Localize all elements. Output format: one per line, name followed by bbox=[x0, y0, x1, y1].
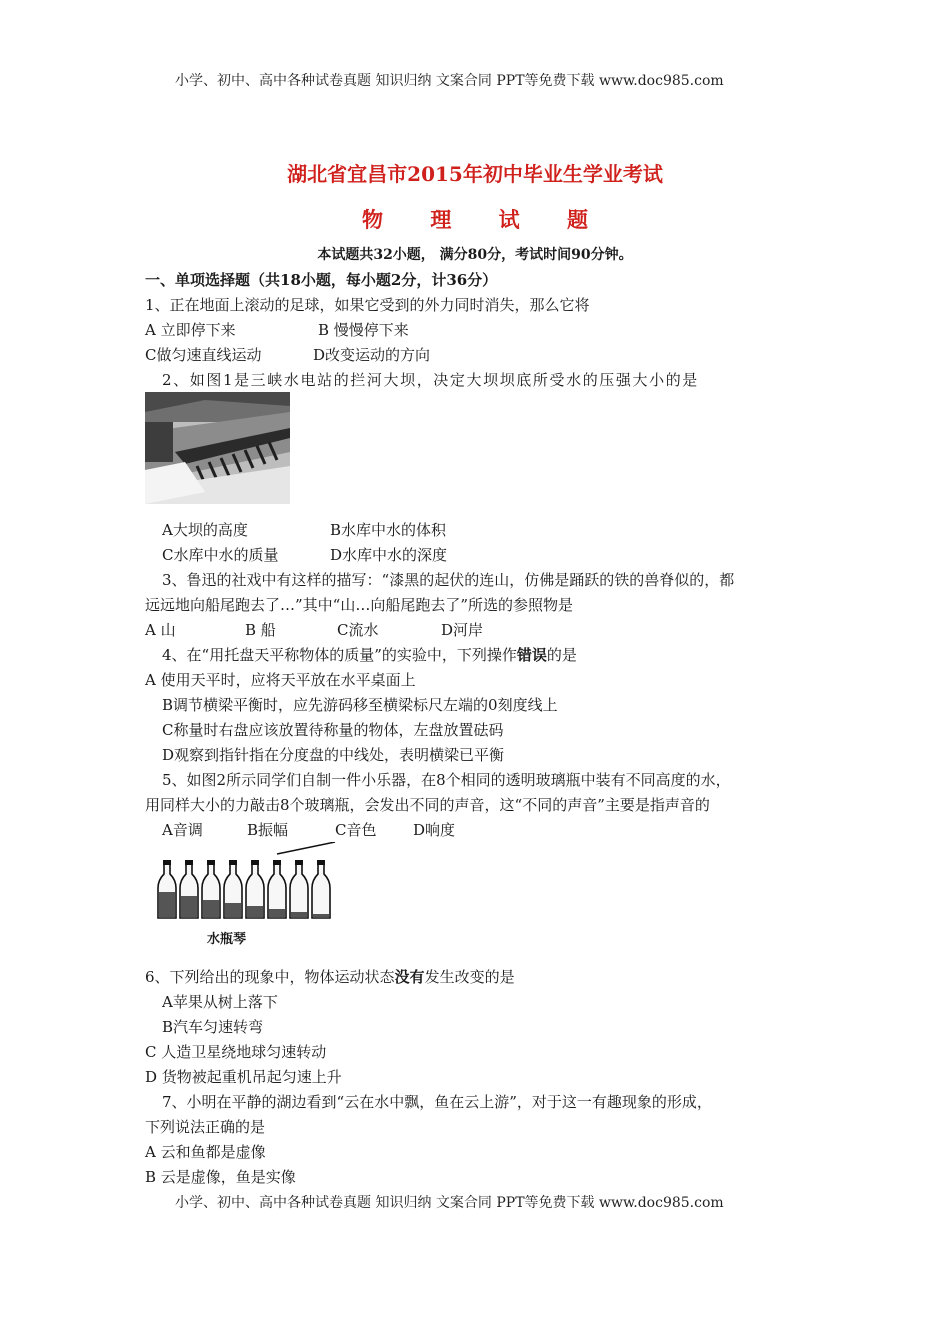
header-note: 小学、初中、高中各种试卷真题 知识归纳 文案合同 PPT等免费下载 www.doc985.com bbox=[175, 73, 724, 89]
q1-option-c: C做匀速直线运动 bbox=[145, 346, 262, 364]
q5-option-b: B振幅 bbox=[247, 821, 289, 839]
q7-stem-line2: 下列说法正确的是 bbox=[145, 1118, 266, 1136]
q1-option-d: D改变运动的方向 bbox=[313, 346, 431, 364]
subtitle-char: 题 bbox=[566, 207, 588, 232]
q6-option-c: C 人造卫星绕地球匀速转动 bbox=[145, 1043, 327, 1061]
q4-option-c: C称量时右盘应该放置待称量的物体，左盘放置砝码 bbox=[162, 721, 504, 739]
q4-option-b: B调节横梁平衡时，应先游码移至横梁标尺左端的0刻度线上 bbox=[162, 696, 558, 714]
q3-option-b: B 船 bbox=[245, 621, 276, 639]
q1-stem: 1、正在地面上滚动的足球，如果它受到的外力同时消失，那么它将 bbox=[145, 296, 590, 314]
q2-option-b: B水库中水的体积 bbox=[330, 521, 447, 539]
q6-option-a: A苹果从树上落下 bbox=[162, 993, 278, 1011]
q4-stem bbox=[162, 643, 577, 668]
section-heading: 一、单项选择题（共18小题，每小题2分，计36分） bbox=[145, 271, 498, 289]
q1-option-a: A 立即停下来 bbox=[145, 321, 236, 339]
q5-option-c: C音色 bbox=[335, 821, 377, 839]
q2-option-d: D水库中水的深度 bbox=[330, 546, 448, 564]
bottle-figure bbox=[155, 842, 340, 947]
q5-stem-line1: 5、如图2所示同学们自制一件小乐器，在8个相同的透明玻璃瓶中装有不同高度的水， bbox=[162, 771, 731, 789]
subtitle-char: 试 bbox=[498, 207, 520, 232]
q7-stem-line1: 7、小明在平静的湖边看到“云在水中飘，鱼在云上游”，对于这一有趣现象的形成， bbox=[162, 1093, 712, 1111]
q5-option-a: A音调 bbox=[162, 821, 203, 839]
q6-stem-post: 发生改变的是 bbox=[424, 968, 515, 986]
q6-option-b: B汽车匀速转弯 bbox=[162, 1018, 264, 1036]
q4-option-a: A 使用天平时，应将天平放在水平桌面上 bbox=[145, 671, 416, 689]
q4-option-d: D观察到指针指在分度盘的中线处，表明横梁已平衡 bbox=[162, 746, 505, 764]
q6-option-d: D 货物被起重机吊起匀速上升 bbox=[145, 1068, 342, 1086]
q2-option-a: A大坝的高度 bbox=[162, 521, 248, 539]
q3-option-d: D河岸 bbox=[441, 621, 484, 639]
q5-option-d: D响度 bbox=[413, 821, 456, 839]
q5-stem-line2: 用同样大小的力敲击8个玻璃瓶，会发出不同的声音，这“不同的声音”主要是指声音的 bbox=[145, 796, 710, 814]
q3-stem-line2: 远远地向船尾跑去了…”其中“山…向船尾跑去了”所选的参照物是 bbox=[145, 596, 574, 614]
q3-option-c: C流水 bbox=[337, 621, 379, 639]
footer-note: 小学、初中、高中各种试卷真题 知识归纳 文案合同 PPT等免费下载 www.doc985.com bbox=[175, 1195, 724, 1211]
subtitle-char: 理 bbox=[430, 207, 452, 232]
exam-title: 湖北省宜昌市2015年初中毕业生学业考试 bbox=[287, 162, 663, 186]
q6-stem bbox=[145, 965, 515, 990]
q2-option-c: C水库中水的质量 bbox=[162, 546, 279, 564]
q2-stem: 2、如图1是三峡水电站的拦河大坝，决定大坝坝底所受水的压强大小的是 bbox=[162, 371, 699, 389]
bottle-illustration bbox=[155, 842, 340, 947]
q7-option-a: A 云和鱼都是虚像 bbox=[145, 1143, 266, 1161]
exam-subtitle bbox=[0, 204, 950, 234]
exam-intro: 本试题共32小题， 满分80分，考试时间90分钟。 bbox=[317, 247, 633, 263]
q4-stem-post: 的是 bbox=[546, 646, 577, 664]
q6-stem-pre: 6、下列给出的现象中，物体运动状态 bbox=[145, 968, 395, 986]
q3-option-a: A 山 bbox=[145, 621, 176, 639]
q7-option-b: B 云是虚像，鱼是实像 bbox=[145, 1168, 296, 1186]
q3-stem-line1: 3、鲁迅的社戏中有这样的描写：“漆黑的起伏的连山，仿佛是踊跃的铁的兽脊似的，都 bbox=[162, 571, 735, 589]
q4-stem-pre: 4、在“用托盘天平称物体的质量”的实验中，下列操作 bbox=[162, 646, 517, 664]
q6-stem-emphasis: 没有 bbox=[394, 968, 425, 986]
figure-caption: 水瓶琴 bbox=[207, 932, 247, 947]
q4-stem-emphasis: 错误 bbox=[516, 646, 547, 664]
dam-photo bbox=[145, 392, 290, 504]
subtitle-char: 物 bbox=[362, 207, 384, 232]
q1-option-b: B 慢慢停下来 bbox=[318, 321, 409, 339]
dam-illustration bbox=[145, 392, 290, 504]
